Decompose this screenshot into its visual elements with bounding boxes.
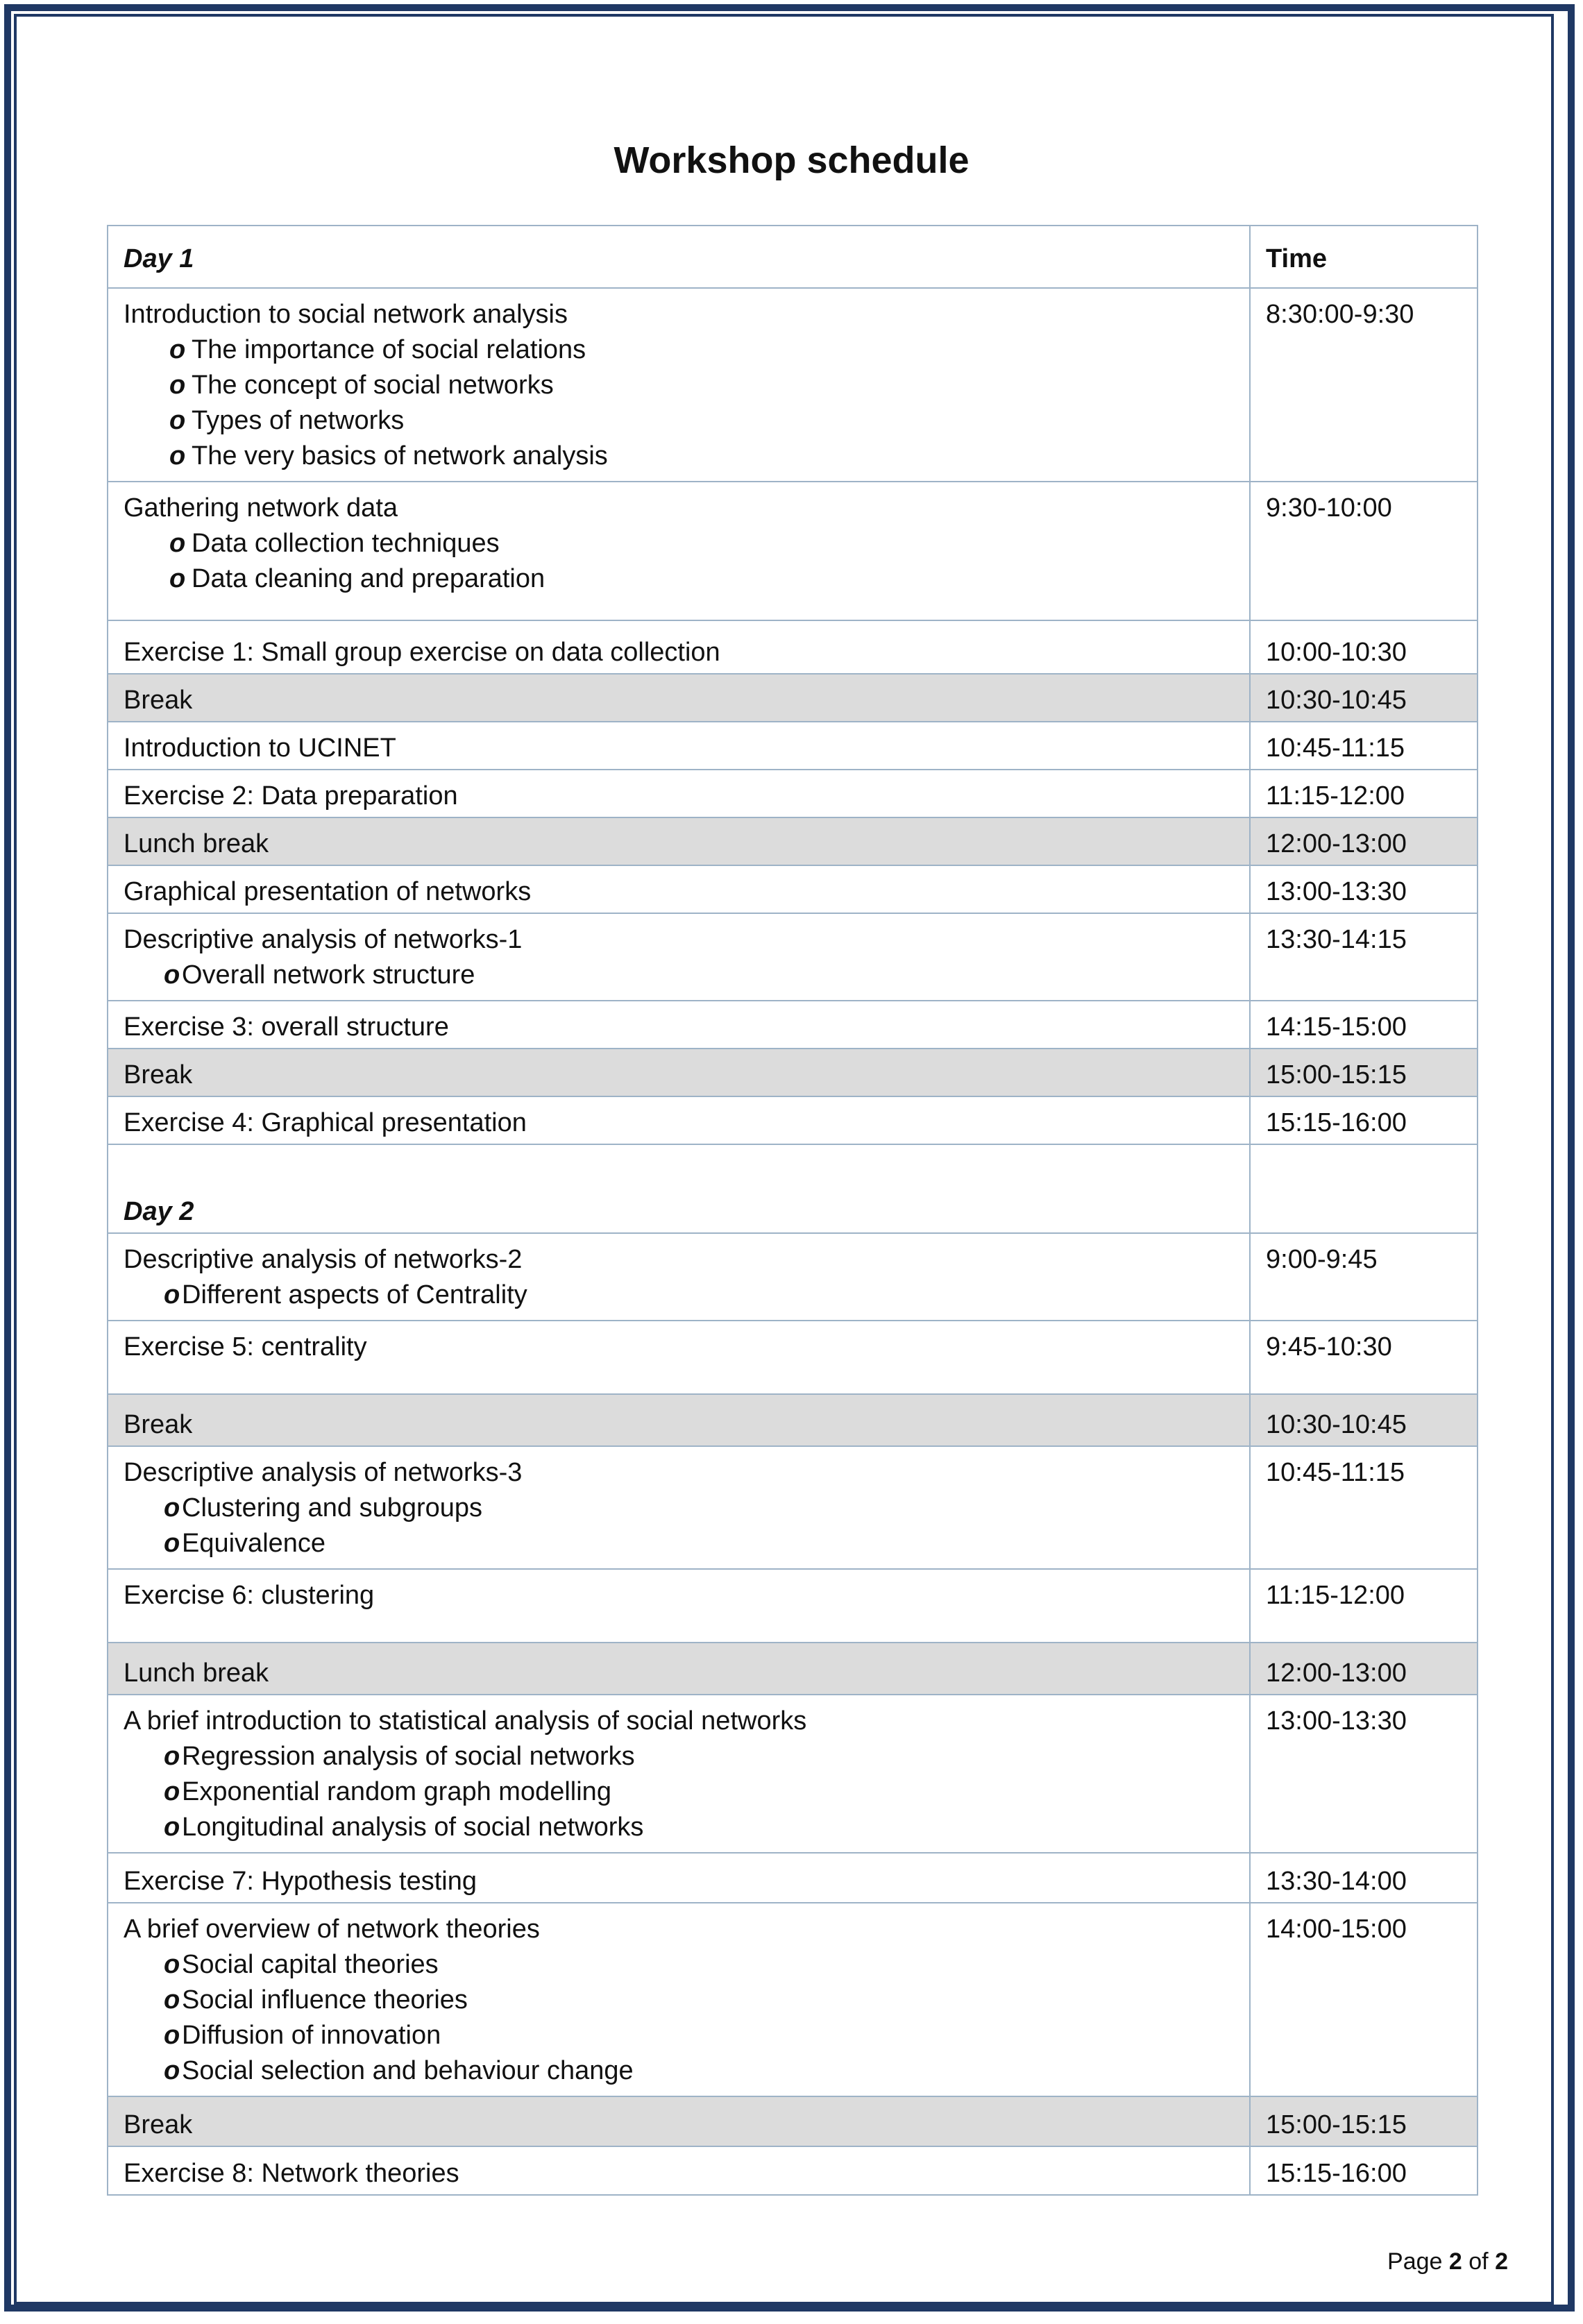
activity-title: Break xyxy=(124,1410,193,1439)
schedule-row-break xyxy=(108,817,1478,865)
activity-title: Exercise 4: Graphical presentation xyxy=(124,1108,527,1137)
time-cell xyxy=(1250,1233,1478,1321)
subtopic-item xyxy=(124,1278,1234,1313)
subtopic-label: Equivalence xyxy=(182,1529,326,1558)
time-cell xyxy=(1250,1569,1478,1643)
activity-cell xyxy=(108,1321,1250,1394)
subtopic-item xyxy=(124,403,1234,439)
time-value: 10:30-10:45 xyxy=(1266,686,1407,715)
page-title: Workshop schedule xyxy=(613,139,970,181)
time-value: 12:00-13:00 xyxy=(1266,829,1407,858)
time-cell xyxy=(1250,1853,1478,1903)
subtopic-item xyxy=(124,368,1234,403)
time-cell xyxy=(1250,817,1478,865)
time-value: 11:15-12:00 xyxy=(1266,781,1405,811)
schedule-row-day-header xyxy=(108,226,1478,288)
time-value: 12:00-13:00 xyxy=(1266,1659,1407,1688)
activity-title: A brief overview of network theories xyxy=(124,1915,540,1944)
time-value: 14:15-15:00 xyxy=(1266,1012,1407,1042)
subtopic-item xyxy=(124,1739,1234,1774)
subtopic-label: The importance of social relations xyxy=(192,335,586,364)
activity-cell xyxy=(108,1853,1250,1903)
schedule-row xyxy=(108,770,1478,817)
subtopic-label: Diffusion of innovation xyxy=(182,2021,441,2050)
bullet-icon: o xyxy=(169,529,186,558)
bullet-icon: o xyxy=(164,1529,180,1558)
time-value: 15:15-16:00 xyxy=(1266,2159,1407,2188)
time-cell xyxy=(1250,620,1478,674)
schedule-row xyxy=(108,288,1478,482)
schedule-table xyxy=(107,225,1478,2196)
time-value: 13:00-13:30 xyxy=(1266,1706,1407,1736)
activity-title: Exercise 3: overall structure xyxy=(124,1012,449,1042)
bullet-icon: o xyxy=(164,1742,180,1771)
time-value: 10:00-10:30 xyxy=(1266,638,1407,667)
activity-cell xyxy=(108,1446,1250,1569)
schedule-row xyxy=(108,1001,1478,1049)
time-cell xyxy=(1250,1096,1478,1144)
time-cell xyxy=(1250,865,1478,913)
schedule-row-break xyxy=(108,1394,1478,1446)
time-value: 15:00-15:15 xyxy=(1266,2110,1407,2139)
subtopic-label: The very basics of network analysis xyxy=(192,441,608,470)
activity-cell xyxy=(108,1049,1250,1096)
bullet-icon: o xyxy=(169,406,186,435)
schedule-table-body xyxy=(108,226,1478,2195)
schedule-row xyxy=(108,722,1478,770)
bullet-icon: o xyxy=(169,564,186,593)
schedule-row xyxy=(108,913,1478,1001)
subtopic-item xyxy=(124,1947,1234,1983)
schedule-row xyxy=(108,865,1478,913)
bullet-icon: o xyxy=(164,1493,180,1523)
bullet-icon: o xyxy=(164,960,180,990)
activity-cell xyxy=(108,674,1250,722)
activity-title: Exercise 7: Hypothesis testing xyxy=(124,1867,477,1896)
activity-title: Lunch break xyxy=(124,829,269,858)
schedule-row xyxy=(108,482,1478,620)
activity-cell xyxy=(108,865,1250,913)
subtopic-item xyxy=(124,332,1234,368)
time-value: 11:15-12:00 xyxy=(1266,1581,1405,1610)
activity-cell xyxy=(108,226,1250,288)
time-cell xyxy=(1250,482,1478,620)
schedule-row xyxy=(108,1853,1478,1903)
time-value: 13:00-13:30 xyxy=(1266,877,1407,906)
time-value: 13:30-14:00 xyxy=(1266,1867,1407,1896)
subtopic-label: Data collection techniques xyxy=(192,529,500,558)
day-label: Day 2 xyxy=(124,1197,194,1226)
subtopic-label: Different aspects of Centrality xyxy=(182,1280,527,1309)
activity-title: Break xyxy=(124,2110,193,2139)
subtopic-label: Social influence theories xyxy=(182,1985,468,2015)
bullet-icon: o xyxy=(169,441,186,470)
time-value: 15:15-16:00 xyxy=(1266,1108,1407,1137)
activity-title: Introduction to UCINET xyxy=(124,733,396,763)
time-cell xyxy=(1250,1321,1478,1394)
schedule-row-break xyxy=(108,1049,1478,1096)
activity-title: Descriptive analysis of networks-3 xyxy=(124,1458,523,1487)
subtopic-item xyxy=(124,561,1234,597)
time-cell xyxy=(1250,1695,1478,1853)
time-value: 10:30-10:45 xyxy=(1266,1410,1407,1439)
activity-title: Exercise 1: Small group exercise on data collection xyxy=(124,638,720,667)
time-cell xyxy=(1250,1049,1478,1096)
page-number-current: 2 xyxy=(1448,2248,1462,2275)
subtopic-label: Regression analysis of social networks xyxy=(182,1742,635,1771)
subtopic-item xyxy=(124,1774,1234,1810)
schedule-row xyxy=(108,1321,1478,1394)
time-cell xyxy=(1250,1394,1478,1446)
schedule-row xyxy=(108,1233,1478,1321)
time-cell xyxy=(1250,722,1478,770)
activity-cell xyxy=(108,1569,1250,1643)
time-cell xyxy=(1250,288,1478,482)
bullet-icon: o xyxy=(164,2056,180,2085)
time-column-header: Time xyxy=(1266,244,1328,273)
activity-cell xyxy=(108,2096,1250,2146)
subtopic-item xyxy=(124,526,1234,561)
activity-cell xyxy=(108,1695,1250,1853)
time-cell xyxy=(1250,2096,1478,2146)
subtopic-label: Clustering and subgroups xyxy=(182,1493,483,1523)
time-value: 9:00-9:45 xyxy=(1266,1245,1378,1274)
activity-cell xyxy=(108,722,1250,770)
schedule-row xyxy=(108,1446,1478,1569)
page-number-middle: of xyxy=(1462,2248,1496,2275)
activity-cell xyxy=(108,1643,1250,1695)
schedule-row-break xyxy=(108,674,1478,722)
page-number-prefix: Page xyxy=(1387,2248,1449,2275)
subtopic-label: Exponential random graph modelling xyxy=(182,1777,611,1806)
activity-cell xyxy=(108,2146,1250,2195)
bullet-icon: o xyxy=(164,1777,180,1806)
time-value: 9:30-10:00 xyxy=(1266,493,1392,523)
activity-title: Break xyxy=(124,1060,193,1089)
time-cell xyxy=(1250,1903,1478,2096)
time-cell xyxy=(1250,2146,1478,2195)
activity-cell xyxy=(108,620,1250,674)
activity-cell xyxy=(108,288,1250,482)
time-cell xyxy=(1250,674,1478,722)
subtopic-item xyxy=(124,958,1234,993)
activity-cell xyxy=(108,1233,1250,1321)
activity-title: Break xyxy=(124,686,193,715)
bullet-icon: o xyxy=(164,1985,180,2015)
page-number-total: 2 xyxy=(1495,2248,1508,2275)
schedule-row xyxy=(108,1569,1478,1643)
subtopic-item xyxy=(124,2053,1234,2089)
subtopic-label: Social selection and behaviour change xyxy=(182,2056,634,2085)
time-cell xyxy=(1250,1643,1478,1695)
activity-cell xyxy=(108,1096,1250,1144)
schedule-row xyxy=(108,1096,1478,1144)
subtopic-label: The concept of social networks xyxy=(192,371,554,400)
subtopic-label: Social capital theories xyxy=(182,1950,439,1979)
time-value: 13:30-14:15 xyxy=(1266,925,1407,954)
activity-cell xyxy=(108,482,1250,620)
day-label: Day 1 xyxy=(124,244,194,273)
schedule-row-day-header xyxy=(108,1144,1478,1233)
activity-title: Exercise 6: clustering xyxy=(124,1581,375,1610)
activity-title: Introduction to social network analysis xyxy=(124,300,568,329)
activity-cell xyxy=(108,817,1250,865)
activity-cell xyxy=(108,770,1250,817)
bullet-icon: o xyxy=(169,371,186,400)
activity-title: Lunch break xyxy=(124,1659,269,1688)
schedule-row xyxy=(108,1903,1478,2096)
subtopic-item xyxy=(124,2018,1234,2053)
activity-title: Exercise 8: Network theories xyxy=(124,2159,459,2188)
time-value: 9:45-10:30 xyxy=(1266,1332,1392,1362)
subtopic-item xyxy=(124,1491,1234,1526)
schedule-row xyxy=(108,2146,1478,2195)
activity-title: Graphical presentation of networks xyxy=(124,877,532,906)
time-cell xyxy=(1250,226,1478,288)
subtopic-label: Data cleaning and preparation xyxy=(192,564,545,593)
schedule-row xyxy=(108,620,1478,674)
activity-cell xyxy=(108,913,1250,1001)
bullet-icon: o xyxy=(164,2021,180,2050)
activity-title: Descriptive analysis of networks-1 xyxy=(124,925,523,954)
time-value: 14:00-15:00 xyxy=(1266,1915,1407,1944)
bullet-icon: o xyxy=(164,1950,180,1979)
activity-title: A brief introduction to statistical analysis of social networks xyxy=(124,1706,807,1736)
time-value: 15:00-15:15 xyxy=(1266,1060,1407,1089)
schedule-row xyxy=(108,1695,1478,1853)
subtopic-item xyxy=(124,1810,1234,1845)
time-cell xyxy=(1250,913,1478,1001)
bullet-icon: o xyxy=(164,1813,180,1842)
activity-title: Exercise 2: Data preparation xyxy=(124,781,458,811)
bullet-icon: o xyxy=(169,335,186,364)
activity-title: Gathering network data xyxy=(124,493,398,523)
activity-title: Descriptive analysis of networks-2 xyxy=(124,1245,523,1274)
bullet-icon: o xyxy=(164,1280,180,1309)
activity-cell xyxy=(108,1001,1250,1049)
subtopic-item xyxy=(124,439,1234,474)
activity-cell xyxy=(108,1144,1250,1233)
time-value: 10:45-11:15 xyxy=(1266,733,1405,763)
subtopic-label: Types of networks xyxy=(192,406,405,435)
schedule-row-break xyxy=(108,1643,1478,1695)
subtopic-item xyxy=(124,1983,1234,2018)
time-cell xyxy=(1250,770,1478,817)
page-number xyxy=(1387,2248,1508,2275)
schedule-row-break xyxy=(108,2096,1478,2146)
time-value: 8:30:00-9:30 xyxy=(1266,300,1414,329)
time-cell xyxy=(1250,1001,1478,1049)
time-value: 10:45-11:15 xyxy=(1266,1458,1405,1487)
activity-title: Exercise 5: centrality xyxy=(124,1332,367,1362)
subtopic-label: Overall network structure xyxy=(182,960,475,990)
subtopic-item xyxy=(124,1526,1234,1561)
activity-cell xyxy=(108,1903,1250,2096)
activity-cell xyxy=(108,1394,1250,1446)
subtopic-label: Longitudinal analysis of social networks xyxy=(182,1813,644,1842)
time-cell xyxy=(1250,1144,1478,1233)
time-cell xyxy=(1250,1446,1478,1569)
